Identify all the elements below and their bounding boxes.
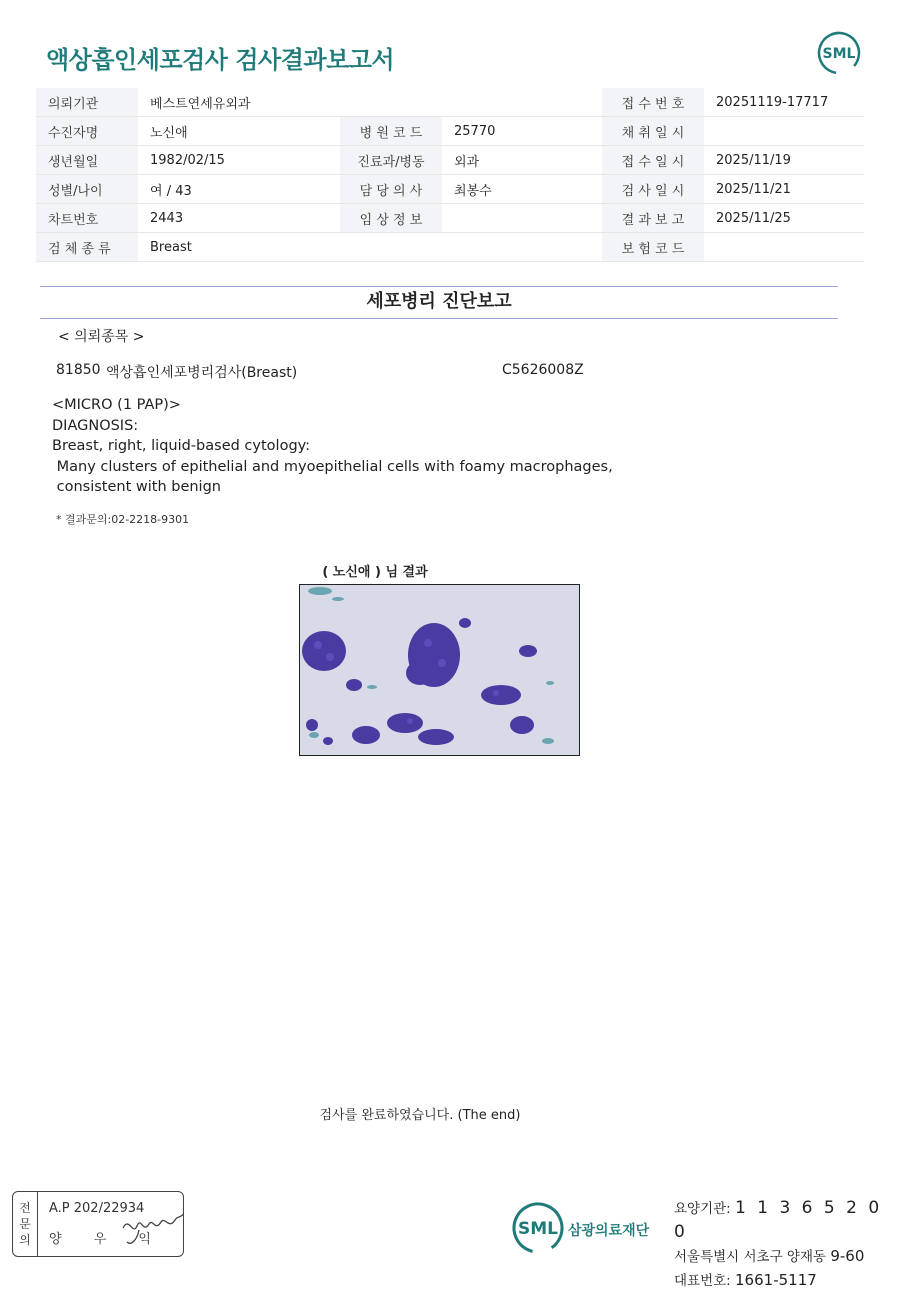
info-label: 검 사 일 시 [602,175,704,204]
info-value: 여 / 43 [138,175,340,204]
info-label: 의뢰기관 [36,88,138,117]
info-row [36,204,864,233]
report-line: <MICRO (1 PAP)> [52,397,181,413]
care-number: 1 1 3 6 5 2 0 0 [674,1198,883,1242]
info-label: 진료과/병동 [340,146,442,175]
info-label: 생년월일 [36,146,138,175]
info-value: 2443 [138,204,340,233]
foundation-name: 삼광의료재단 [568,1223,650,1239]
info-value [704,233,864,262]
signature-icon [119,1206,185,1248]
info-value: 2025/11/19 [704,146,864,175]
end-message: 검사를 완료하였습니다. (The end) [319,1108,521,1123]
report-line: consistent with benign [52,479,221,495]
info-label: 임 상 정 보 [340,204,442,233]
info-row [36,117,864,146]
report-line: Many clusters of epithelial and myoepithelial cells with foamy macrophages, [52,458,613,475]
info-label [340,233,442,262]
stamp-license: A.P 202/22934 [49,1201,145,1216]
cytology-photo [299,584,580,756]
info-value: Breast [138,233,340,262]
section-title: 세포병리 진단보고 [366,291,512,312]
stamp-name: 양 우 익 [49,1232,165,1247]
info-label: 접 수 번 호 [602,88,704,117]
diagnosis-report [52,395,613,498]
care-label: 요양기관: [674,1201,736,1217]
footer-logo-text: SML [518,1219,558,1239]
address-prefix: 서울특별시 서초구 양재동 [674,1249,831,1265]
info-label: 결 과 보 고 [602,204,704,233]
info-value: 최봉수 [442,175,602,204]
info-label: 담 당 의 사 [340,175,442,204]
info-label: 수진자명 [36,117,138,146]
info-value: 노신애 [138,117,340,146]
info-value: 25770 [442,117,602,146]
phone-label: 대표번호: [674,1273,736,1289]
info-value: 베스트연세유외과 [138,88,340,117]
sml-logo [816,30,862,76]
cytology-image [300,585,579,755]
info-row [36,146,864,175]
info-label: 보 험 코 드 [602,233,704,262]
pathologist-stamp [12,1191,184,1257]
section-rule-bottom [40,318,838,319]
request-code: 81850 [56,362,101,378]
sml-logo-text: SML [822,46,856,62]
report-line: DIAGNOSIS: [52,417,139,434]
info-label: 접 수 일 시 [602,146,704,175]
phone-number: 1661-5117 [735,1271,817,1289]
info-value: 외과 [442,146,602,175]
info-row [36,233,864,262]
inquiry-phone: * 결과문의:02-2218-9301 [56,513,190,526]
info-label: 성별/나이 [36,175,138,204]
info-value [704,117,864,146]
patient-info-table [36,88,864,262]
info-label: 병 원 코 드 [340,117,442,146]
info-row [36,175,864,204]
info-value: 1982/02/15 [138,146,340,175]
report-title: 액상흡인세포검사 검사결과보고서 [46,46,395,74]
report-line: Breast, right, liquid-based cytology: [52,438,311,454]
request-name: 액상흡인세포병리검사(Breast) [106,365,298,381]
request-id: C5626008Z [502,362,584,378]
info-label: 채 취 일 시 [602,117,704,146]
footer-info [674,1197,900,1293]
info-row [36,88,864,117]
info-value: 20251119-17717 [704,88,864,117]
request-heading: < 의뢰종목 > [58,329,145,345]
photo-caption: ( 노신애 ) 님 결과 [322,565,428,580]
stamp-specialist-label: 전 문 의 [13,1192,38,1256]
info-label: 검 체 종 류 [36,233,138,262]
info-value: 2025/11/25 [704,204,864,233]
info-value [442,204,602,233]
info-value [442,233,602,262]
info-value [442,88,602,117]
info-label [340,88,442,117]
address-number: 9-60 [830,1247,865,1265]
info-label: 차트번호 [36,204,138,233]
info-value: 2025/11/21 [704,175,864,204]
